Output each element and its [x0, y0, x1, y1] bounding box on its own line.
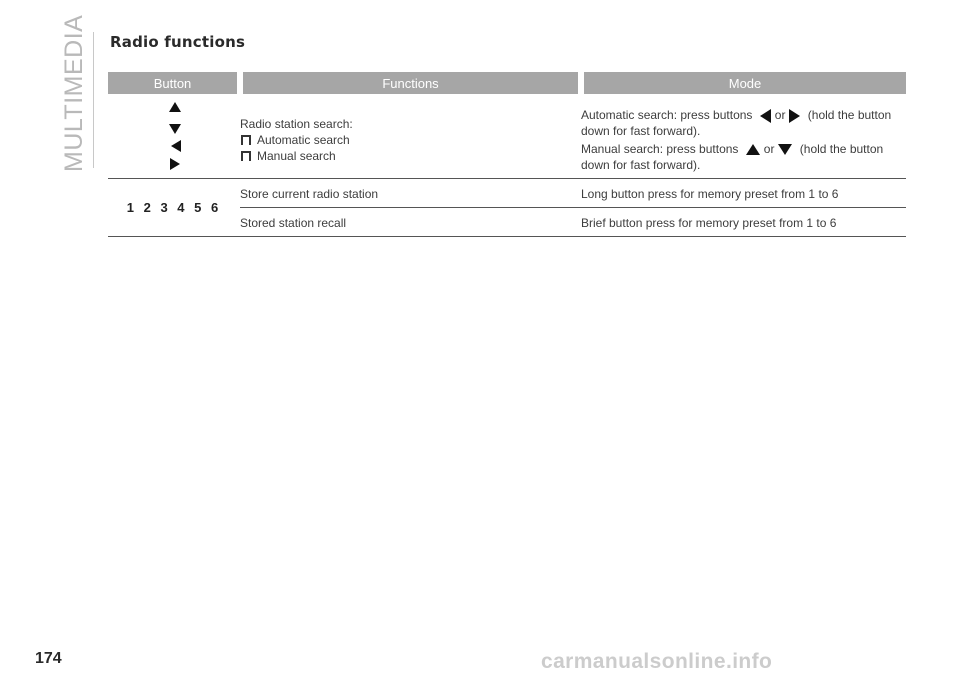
function-cell-radio-search: [240, 94, 581, 179]
page-title: Radio functions: [110, 33, 246, 51]
bullet-icon: [241, 151, 251, 161]
down-arrow-icon: [778, 144, 792, 155]
up-arrow-icon: [746, 144, 760, 155]
mode-cell-radio-search: [581, 94, 906, 179]
mode-cell-store: [581, 179, 906, 208]
function-cell-store: [240, 179, 581, 208]
mode-auto-prefix: Automatic search: press buttons: [581, 108, 753, 122]
header-functions: Functions: [240, 72, 581, 94]
mode-auto-or: or: [774, 108, 786, 122]
page-number: 174: [35, 650, 62, 667]
mode-store-text: Long button press for memory preset from 1 to 6: [581, 187, 839, 201]
section-side-label: [54, 14, 90, 172]
mode-manual-suffix: (hold the button down for fast forward).: [581, 142, 884, 172]
mode-automatic-text: [581, 107, 906, 139]
function-item-automatic: Automatic search: [257, 133, 350, 147]
table-row-radio-search: [108, 94, 906, 179]
list-item: [240, 132, 581, 148]
table-header-row: [108, 72, 906, 94]
radio-functions-table: [108, 72, 906, 237]
left-arrow-icon: [171, 140, 181, 152]
header-mode: Mode: [581, 72, 906, 94]
mode-manual-text: [581, 141, 906, 173]
watermark-text: carmanualsonline.info: [541, 650, 773, 673]
table-row-store-station: [108, 179, 906, 208]
function-cell-recall: [240, 208, 581, 237]
right-arrow-icon: [789, 109, 800, 123]
function-recall-text: Stored station recall: [240, 216, 347, 230]
preset-buttons-label: 1 2 3 4 5 6: [126, 200, 222, 215]
function-title: Radio station search:: [240, 117, 353, 131]
right-arrow-icon: [170, 158, 180, 170]
button-cell-presets: [108, 179, 240, 237]
mode-recall-text: Brief button press for memory preset from 1 to 6: [581, 216, 837, 230]
header-button: Button: [108, 72, 240, 94]
list-item: [240, 148, 581, 164]
down-arrow-icon: [169, 124, 181, 134]
button-cell-arrows: [108, 94, 240, 179]
mode-manual-prefix: Manual search: press buttons: [581, 142, 739, 156]
section-side-label-text: MULTIMEDIA: [60, 14, 88, 172]
mode-cell-recall: [581, 208, 906, 237]
function-store-text: Store current radio station: [240, 187, 379, 201]
side-divider: [93, 32, 94, 168]
bullet-icon: [241, 135, 251, 145]
mode-auto-suffix: (hold the button down for fast forward).: [581, 108, 892, 138]
mode-manual-or: or: [763, 142, 775, 156]
up-arrow-icon: [169, 102, 181, 112]
function-item-manual: Manual search: [257, 149, 336, 163]
left-arrow-icon: [760, 109, 771, 123]
